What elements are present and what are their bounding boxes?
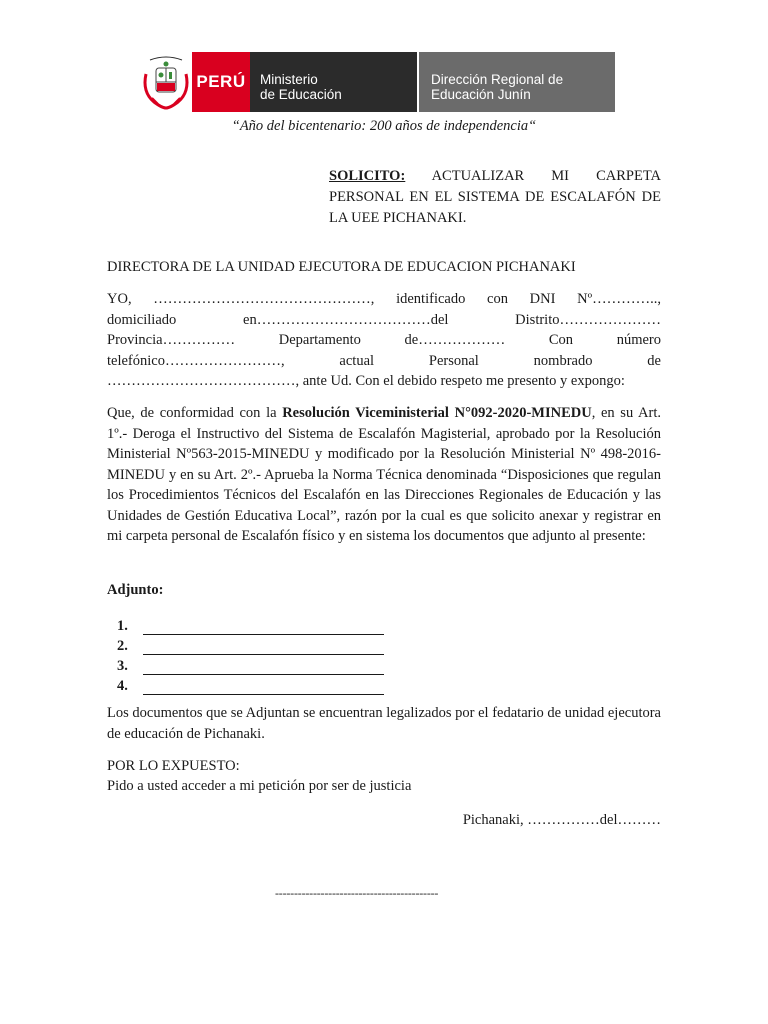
list-item-number: 1. xyxy=(117,618,128,634)
place-date: Pichanaki, ……………del……… xyxy=(462,812,661,828)
documents-note: Los documentos que se Adjuntan se encuentran legalizados por el fedatario de unidad ejecutora de educación de Pichanaki. xyxy=(107,705,661,742)
direccion-regional-block xyxy=(419,52,615,112)
solicito-block xyxy=(329,166,661,229)
list-item-number: 2. xyxy=(117,638,128,654)
blank-line[interactable] xyxy=(143,620,384,635)
letterhead xyxy=(140,52,615,112)
body-part1: Que, de conformidad con la xyxy=(107,405,283,421)
closing-block xyxy=(107,756,411,796)
intro-line: domiciliado en………………………………del Distrito………………… xyxy=(107,311,661,328)
intro-paragraph xyxy=(107,289,661,392)
ministerio-line1: Ministerio xyxy=(260,72,318,87)
year-motto: “Año del bicentenario: 200 años de independencia“ xyxy=(231,118,537,134)
ministerio-block xyxy=(250,52,417,112)
peru-coat-of-arms-icon xyxy=(140,52,192,112)
addressee: DIRECTORA DE LA UNIDAD EJECUTORA DE EDUCACION PICHANAKI xyxy=(107,259,576,275)
resolution-reference: Resolución Viceministerial N°092-2020-MINEDU xyxy=(282,405,592,421)
intro-line: Provincia…………… Departamento de……………… Con número xyxy=(107,332,661,348)
blank-line[interactable] xyxy=(143,680,384,695)
solicito-label: SOLICITO: xyxy=(329,168,406,184)
closing-line1: POR LO EXPUESTO: xyxy=(107,758,240,774)
blank-line[interactable] xyxy=(143,660,384,675)
peru-brand-block: PERÚ xyxy=(192,52,250,112)
body-paragraph xyxy=(107,403,661,547)
list-item xyxy=(117,615,384,635)
ministerio-line2: de Educación xyxy=(260,87,342,102)
list-item-number: 3. xyxy=(117,658,128,674)
closing-line2: Pido a usted acceder a mi petición por ser de justicia xyxy=(107,778,412,794)
list-item xyxy=(117,675,384,695)
direccion-line2: Educación Junín xyxy=(431,87,531,102)
intro-line: telefónico……………………, actual Personal nombrado de xyxy=(107,352,661,369)
signature-line: ------------------------------------------- xyxy=(275,886,439,900)
list-item xyxy=(117,655,384,675)
direccion-line1: Dirección Regional de xyxy=(431,72,564,87)
intro-line: …………………………………, ante Ud. Con el debido respeto me presento y expongo: xyxy=(107,373,625,389)
solicito-text: ACTUALIZAR MI CARPETA PERSONAL EN EL SISTEMA DE ESCALAFÓN DE LA UEE PICHANAKI. xyxy=(329,168,661,226)
blank-line[interactable] xyxy=(143,640,384,655)
adjunto-label: Adjunto: xyxy=(107,582,164,598)
attachment-list xyxy=(117,615,384,695)
list-item-number: 4. xyxy=(117,678,128,694)
intro-line: YO, ………………………………………, identificado con DNI Nº………….., xyxy=(107,291,661,307)
body-part2: , en su Art. 1º.- Deroga el Instructivo del Sistema de Escalafón Magisterial, aprobado por la Resolución Ministerial Nº563-2015-MINEDU y modificado por la Resolución Ministerial Nº 498-2016-MINEDU y en su Art. 2º.- Aprueba la Norma Técnica denominada “Disposiciones que regulan los Procedimientos Técnicos del Escalafón en las Direcciones Regionales de Educación y las Unidades de Gestión Educativa Local”, razón por la cual es que solicito anexar y registrar en mi carpeta personal de Escalafón físico y en sistema los documentos que adjunto al presente: xyxy=(107,405,661,544)
list-item xyxy=(117,635,384,655)
